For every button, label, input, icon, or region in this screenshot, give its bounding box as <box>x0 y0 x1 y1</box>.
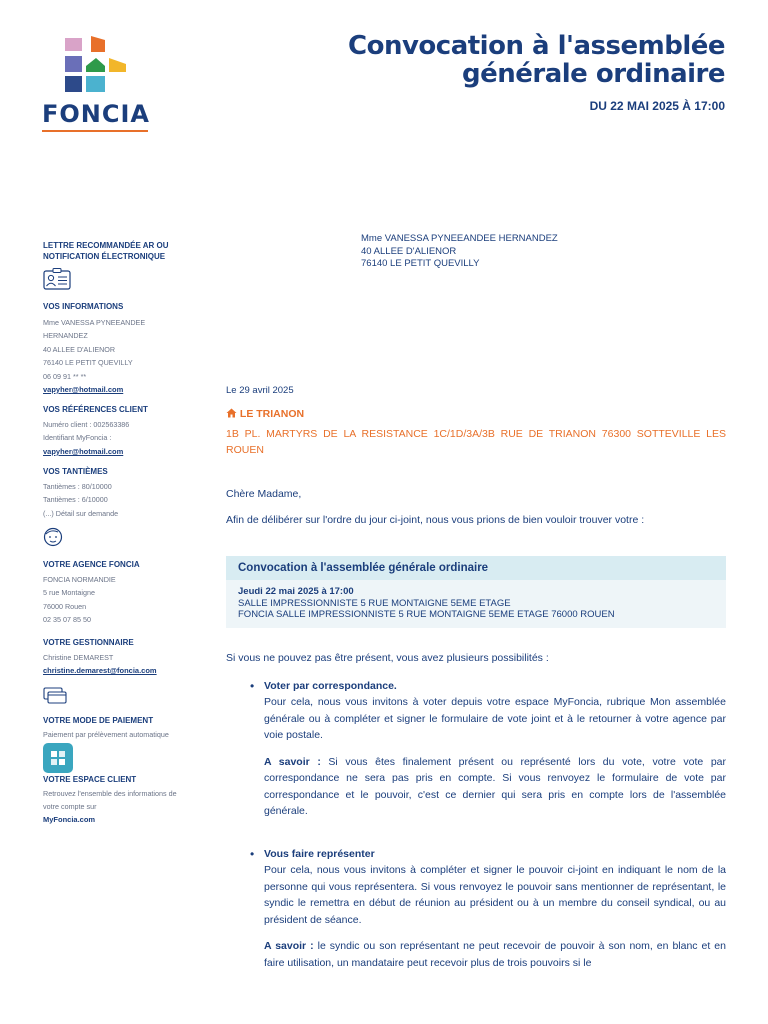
agence-block <box>43 573 213 627</box>
infos-line: 40 ALLEE D'ALIENOR <box>43 344 116 354</box>
option-item <box>250 678 727 820</box>
espace-title: VOTRE ESPACE CLIENT <box>43 774 137 784</box>
logo-underline <box>42 130 148 132</box>
option-text: Pour cela, nous vous invitons à compléter et signer le pouvoir ci-joint en indiquant le nom de la personne qui vous représentera. Si vous renvoyez le pouvoir sans mentionner de représentant, le syndic le remettra en début de réunion au président ou à un membre du conseil syndical, ou au président de séance. <box>264 864 726 926</box>
note-text: Si vous êtes finalement présent ou représenté lors du vote, votre vote par correspondance ne sera pas pris en compte. Si vous renvoyez le formulaire de vote par correspondance et le pouvoir, c'est ce dernier qui sera pris en compte lors de l'assemblée générale. <box>264 755 727 817</box>
agence-line: 76000 Rouen <box>43 601 87 611</box>
option-note <box>264 938 726 971</box>
app-icon <box>43 743 73 773</box>
paiement-title: VOTRE MODE DE PAIEMENT <box>43 716 154 726</box>
sidebar <box>43 240 213 827</box>
id-card-icon <box>43 268 71 290</box>
infos-block <box>43 316 213 397</box>
gestionnaire-title: VOTRE GESTIONNAIRE <box>43 637 134 647</box>
refs-line: Identifiant MyFoncia : <box>43 433 112 443</box>
agence-title: VOTRE AGENCE FONCIA <box>43 560 140 570</box>
convocation-box-body <box>226 580 726 628</box>
refs-title: VOS RÉFÉRENCES CLIENT <box>43 405 148 415</box>
infos-line: 76140 LE PETIT QUEVILLY <box>43 358 133 368</box>
option-title: Voter par correspondance. <box>264 679 397 692</box>
site-address: 1B PL. MARTYRS DE LA RESISTANCE 1C/1D/3A/3B RUE DE TRIANON 76300 SOTTEVILLE LES ROUEN <box>226 428 726 456</box>
gestionnaire-block <box>43 651 213 678</box>
tantiemes-title: VOS TANTIÈMES <box>43 466 108 476</box>
tantiemes-line: Tantièmes : 6/10000 <box>43 495 108 505</box>
convocation-box <box>226 556 726 628</box>
myfoncia-link[interactable]: MyFoncia.com <box>43 815 96 825</box>
meeting-date: DU 22 MAI 2025 À 17:00 <box>589 99 725 113</box>
foncia-logo-mark <box>42 36 132 98</box>
note-text: le syndic ou son représentant ne peut recevoir de pouvoir à son nom, en blanc et en faire utilisation, un mandataire peut recevoir plus de trois pouvoirs si le <box>264 940 726 969</box>
refs-email-link[interactable]: vapyher@hotmail.com <box>43 446 124 456</box>
letter-date: Le 29 avril 2025 <box>226 385 294 396</box>
option-note <box>264 754 726 820</box>
title-line-2: générale ordinaire <box>462 59 725 89</box>
page-title <box>348 32 725 88</box>
note-label: A savoir : <box>264 940 314 952</box>
meeting-place1: SALLE IMPRESSIONNISTE 5 RUE MONTAIGNE 5EME ETAGE <box>238 597 511 609</box>
agence-line: 5 rue Montaigne <box>43 588 95 598</box>
agence-line: 02 35 07 85 50 <box>43 615 91 625</box>
espace-line2: votre compte sur <box>43 801 97 811</box>
site-name <box>226 408 726 420</box>
face-icon <box>43 526 71 548</box>
refs-line: Numéro client : 002563386 <box>43 420 130 430</box>
options-intro: Si vous ne pouvez pas être présent, vous avez plusieurs possibilités : <box>226 651 549 664</box>
recipient-address <box>361 233 558 271</box>
recipient-line1: 40 ALLEE D'ALIENOR <box>361 245 457 257</box>
infos-line: HERNANDEZ <box>43 331 88 341</box>
delivery-line1: LETTRE RECOMMANDÉE AR OU <box>43 241 169 250</box>
tantiemes-line: Tantièmes : 80/10000 <box>43 481 112 491</box>
recipient-name: Mme VANESSA PYNEEANDEE HERNANDEZ <box>361 233 558 244</box>
convocation-box-title: Convocation à l'assemblée générale ordinaire <box>226 556 726 580</box>
meeting-place2: FONCIA SALLE IMPRESSIONNISTE 5 RUE MONTAIGNE 5EME ETAGE 76000 ROUEN <box>238 609 615 620</box>
tantiemes-line: (...) Détail sur demande <box>43 508 119 518</box>
option-text: Pour cela, nous vous invitons à voter depuis votre espace MyFoncia, rubrique Mon assemblée générale ou à compléter et signer le formulaire de vote joint et à le retourner à votre agence par voie postale. <box>264 696 726 741</box>
title-line-1: Convocation à l'assemblée <box>348 31 725 61</box>
agence-line: FONCIA NORMANDIE <box>43 575 116 585</box>
option-item <box>250 846 726 972</box>
bullet-icon: • <box>250 846 255 861</box>
espace-block <box>43 787 213 828</box>
brand-name: FONCIA <box>42 100 150 128</box>
gestionnaire-email-link[interactable]: christine.demarest@foncia.com <box>43 666 157 676</box>
cards-icon <box>43 684 71 706</box>
infos-line: 06 09 91 ** ** <box>43 371 87 381</box>
intro-text: Afin de délibérer sur l'ordre du jour ci-joint, nous vous prions de bien vouloir trouver votre : <box>226 514 645 526</box>
refs-block <box>43 418 213 459</box>
infos-title: VOS INFORMATIONS <box>43 302 124 311</box>
infos-line: Mme VANESSA PYNEEANDEE <box>43 318 146 327</box>
home-icon <box>226 408 237 418</box>
meeting-when: Jeudi 22 mai 2025 à 17:00 <box>238 586 354 597</box>
delivery-line2: NOTIFICATION ÉLECTRONIQUE <box>43 252 166 261</box>
recipient-line2: 76140 LE PETIT QUEVILLY <box>361 258 480 269</box>
note-label: A savoir : <box>264 755 321 768</box>
foncia-logo <box>42 36 152 132</box>
infos-email-link[interactable]: vapyher@hotmail.com <box>43 385 124 395</box>
letter-body <box>226 385 726 971</box>
bullet-icon: • <box>250 678 255 693</box>
paiement-text: Paiement par prélèvement automatique <box>43 730 169 740</box>
delivery-mode <box>43 240 213 262</box>
espace-line1: Retrouvez l'ensemble des informations de <box>43 788 177 798</box>
site-name-text: LE TRIANON <box>239 408 305 420</box>
greeting: Chère Madame, <box>226 488 302 500</box>
gestionnaire-name: Christine DEMAREST <box>43 652 114 662</box>
option-title: Vous faire représenter <box>264 847 375 860</box>
tantiemes-block <box>43 480 213 520</box>
